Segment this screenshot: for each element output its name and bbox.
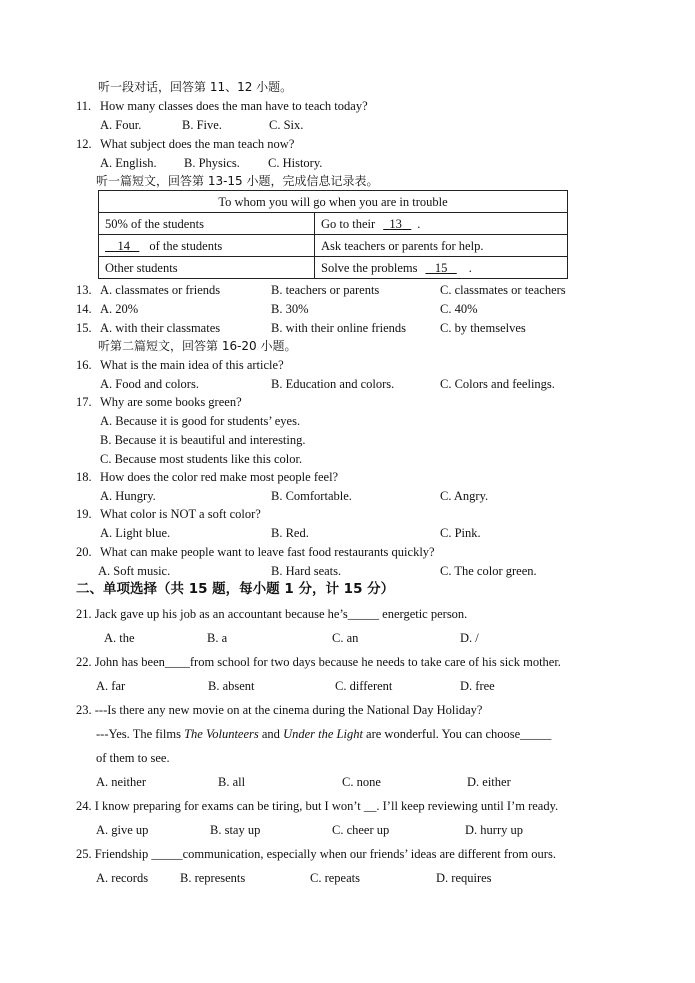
question-15-number: 15. xyxy=(76,321,92,335)
question-24-option-a[interactable]: A. give up xyxy=(96,823,149,837)
question-22-text: 22. John has been____from school for two days because he needs to take care of his sick mother. xyxy=(76,655,561,669)
question-16-number: 16. xyxy=(76,358,92,372)
question-18-text: How does the color red make most people feel? xyxy=(100,470,339,484)
cell-text: 50% of the students xyxy=(105,216,204,231)
question-19-option-c[interactable]: C. Pink. xyxy=(440,526,481,540)
question-22-option-c[interactable]: C. different xyxy=(335,679,393,693)
question-23-option-d[interactable]: D. either xyxy=(467,775,511,789)
question-11-option-a[interactable]: A. Four. xyxy=(100,118,142,132)
question-14-option-c[interactable]: C. 40% xyxy=(440,302,478,316)
question-17-option-c[interactable]: C. Because most students like this color. xyxy=(100,452,303,466)
question-23-option-c[interactable]: C. none xyxy=(342,775,381,789)
question-12-option-c[interactable]: C. History. xyxy=(268,156,323,170)
question-18-number: 18. xyxy=(76,470,92,484)
question-20-number: 20. xyxy=(76,545,92,559)
table-row xyxy=(99,213,568,235)
question-13-option-b[interactable]: B. teachers or parents xyxy=(271,283,380,297)
question-18-option-b[interactable]: B. Comfortable. xyxy=(271,489,352,503)
question-24-option-d[interactable]: D. hurry up xyxy=(465,823,523,837)
cell-text: Other students xyxy=(105,260,178,275)
question-15-option-c[interactable]: C. by themselves xyxy=(440,321,526,335)
question-17-number: 17. xyxy=(76,395,92,409)
question-25-option-c[interactable]: C. repeats xyxy=(310,871,360,885)
blank-14[interactable]: 14 xyxy=(117,238,130,253)
info-record-table xyxy=(98,190,568,279)
question-24-option-c[interactable]: C. cheer up xyxy=(332,823,390,837)
section-2-title: 二、单项选择（共 15 题，每小题 1 分，计 15 分） xyxy=(76,581,395,597)
question-24-text: 24. I know preparing for exams can be tiring, but I won’t __. I’ll keep reviewing until I’m ready. xyxy=(76,799,559,813)
table-cell xyxy=(315,235,568,257)
question-21-option-d[interactable]: D. / xyxy=(460,631,479,645)
question-14-number: 14. xyxy=(76,302,92,316)
question-11-option-b[interactable]: B. Five. xyxy=(182,118,222,132)
film-title-2: Under the Light xyxy=(283,727,363,741)
question-20-option-a[interactable]: A. Soft music. xyxy=(98,564,171,578)
question-22-option-d[interactable]: D. free xyxy=(460,679,495,693)
question-12-text: What subject does the man teach now? xyxy=(100,137,295,151)
question-16-option-a[interactable]: A. Food and colors. xyxy=(100,377,199,391)
question-15-option-a[interactable]: A. with their classmates xyxy=(100,321,221,335)
cell-text: Solve the problems xyxy=(321,260,418,275)
question-13-option-c[interactable]: C. classmates or teachers xyxy=(440,283,566,297)
question-14-option-a[interactable]: A. 20% xyxy=(100,302,139,316)
question-21-option-c[interactable]: C. an xyxy=(332,631,359,645)
question-23-line-1: 23. ---Is there any new movie on at the cinema during the National Day Holiday? xyxy=(76,703,483,717)
film-title-1: The Volunteers xyxy=(184,727,259,741)
question-24-option-b[interactable]: B. stay up xyxy=(210,823,261,837)
question-25-option-a[interactable]: A. records xyxy=(96,871,149,885)
question-19-option-b[interactable]: B. Red. xyxy=(271,526,309,540)
cell-text: Ask teachers or parents for help. xyxy=(321,238,484,253)
table-cell xyxy=(99,213,315,235)
listening-intro-2: 听一篇短文，回答第 13-15 小题，完成信息记录表。 xyxy=(96,174,379,188)
question-23-line-2: ---Yes. The films The Volunteers and Under the Light are wonderful. You can choose_____ xyxy=(96,727,552,741)
question-13-number: 13. xyxy=(76,283,92,297)
question-23-option-a[interactable]: A. neither xyxy=(96,775,146,789)
question-23-option-b[interactable]: B. all xyxy=(218,775,246,789)
question-12-option-a[interactable]: A. English. xyxy=(100,156,157,170)
question-19-option-a[interactable]: A. Light blue. xyxy=(100,526,171,540)
question-22-option-a[interactable]: A. far xyxy=(96,679,126,693)
question-17-text: Why are some books green? xyxy=(100,395,242,409)
question-21-option-a[interactable]: A. the xyxy=(104,631,135,645)
table-row xyxy=(99,257,568,279)
question-11-number: 11. xyxy=(76,99,92,113)
blank-15[interactable]: 15 xyxy=(434,260,448,275)
table-cell xyxy=(315,257,568,279)
question-17-option-b[interactable]: B. Because it is beautiful and interesting. xyxy=(100,433,306,447)
question-23-line-3: of them to see. xyxy=(96,751,170,765)
question-20-text: What can make people want to leave fast food restaurants quickly? xyxy=(100,545,435,559)
blank-13[interactable]: 13 xyxy=(389,216,402,231)
question-25-option-b[interactable]: B. represents xyxy=(180,871,246,885)
question-21-text: 21. Jack gave up his job as an accountant because he’s_____ energetic person. xyxy=(76,607,468,621)
question-19-number: 19. xyxy=(76,507,92,521)
question-15-option-b[interactable]: B. with their online friends xyxy=(271,321,407,335)
question-18-option-c[interactable]: C. Angry. xyxy=(440,489,489,503)
question-22-option-b[interactable]: B. absent xyxy=(208,679,255,693)
cell-text: of the students xyxy=(149,238,223,253)
question-25-text: 25. Friendship _____communication, especially when our friends’ ideas are different from ours. xyxy=(76,847,556,861)
question-19-text: What color is NOT a soft color? xyxy=(100,507,261,521)
cell-text: . xyxy=(468,260,472,275)
question-18-option-a[interactable]: A. Hungry. xyxy=(100,489,156,503)
listening-intro-3: 听第二篇短文，回答第 16-20 小题。 xyxy=(98,339,297,353)
question-14-option-b[interactable]: B. 30% xyxy=(271,302,309,316)
question-20-option-c[interactable]: C. The color green. xyxy=(440,564,537,578)
table-cell xyxy=(315,213,568,235)
question-16-text: What is the main idea of this article? xyxy=(100,358,284,372)
question-12-number: 12. xyxy=(76,137,92,151)
question-16-option-c[interactable]: C. Colors and feelings. xyxy=(440,377,555,391)
listening-intro-1: 听一段对话，回答第 11、12 小题。 xyxy=(98,80,293,94)
table-cell xyxy=(99,257,315,279)
question-11-text: How many classes does the man have to teach today? xyxy=(100,99,368,113)
question-11-option-c[interactable]: C. Six. xyxy=(269,118,304,132)
table-header: To whom you will go when you are in trouble xyxy=(99,191,568,213)
table-cell xyxy=(99,235,315,257)
cell-text: . xyxy=(417,216,421,231)
question-17-option-a[interactable]: A. Because it is good for students’ eyes. xyxy=(100,414,301,428)
question-12-option-b[interactable]: B. Physics. xyxy=(184,156,240,170)
question-13-option-a[interactable]: A. classmates or friends xyxy=(100,283,221,297)
question-20-option-b[interactable]: B. Hard seats. xyxy=(271,564,342,578)
table-row xyxy=(99,235,568,257)
question-16-option-b[interactable]: B. Education and colors. xyxy=(271,377,395,391)
cell-text: Go to their xyxy=(321,216,376,231)
question-21-option-b[interactable]: B. a xyxy=(207,631,228,645)
question-25-option-d[interactable]: D. requires xyxy=(436,871,492,885)
